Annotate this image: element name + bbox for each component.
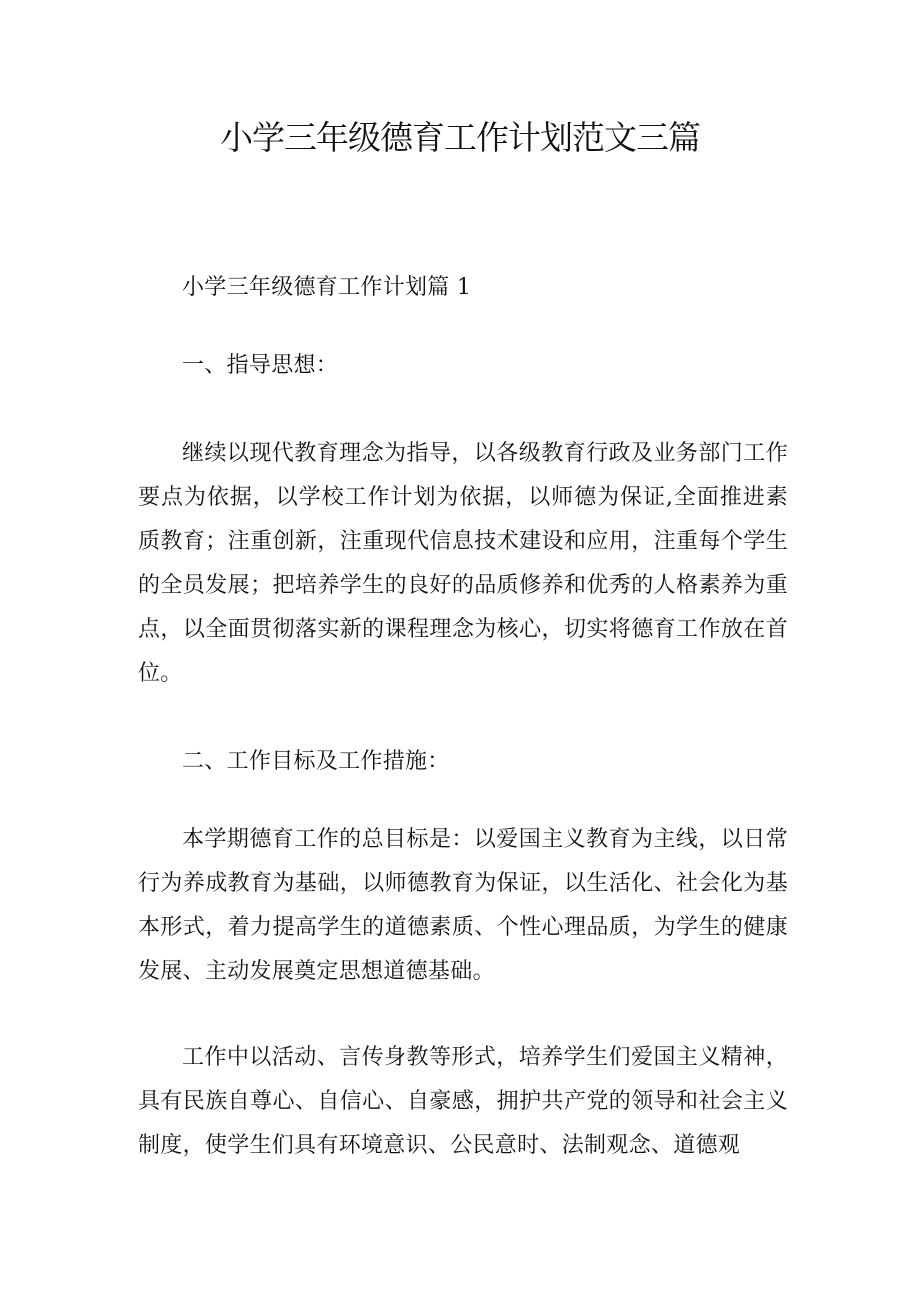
paragraph-overall-goal: 本学期德育工作的总目标是：以爱国主义教育为主线，以日常行为养成教育为基础，以师德教育为保证，以生活化、社会化为基本形式，着力提高学生的道德素质、个性心理品质，为学生的健康发展、主动发展奠定思想道德基础。 [138, 827, 788, 984]
paragraph-activities: 工作中以活动、言传身教等形式，培养学生们爱国主义精神，具有民族自尊心、自信心、自豪感，拥护共产党的领导和社会主义制度，使学生们具有环境意识、公民意时、法制观念、道德观 [138, 1045, 788, 1158]
section-heading: 小学三年级德育工作计划篇 1 [182, 275, 472, 300]
heading-goals-measures: 二、工作目标及工作措施： [182, 749, 450, 774]
paragraph-guiding-ideology: 继续以现代教育理念为指导，以各级教育行政及业务部门工作要点为依据，以学校工作计划为依据，以师德为保证,全面推进素质教育；注重创新，注重现代信息技术建设和应用，注重每个学生的全员发展；把培养学生的良好的品质修养和优秀的人格素养为重点，以全面贯彻落实新的课程理念为核心，切实将德育工作放在首位。 [138, 441, 788, 686]
heading-guiding-ideology: 一、指导思想： [182, 353, 339, 378]
document-body [138, 266, 788, 1256]
document-title: 小学三年级德育工作计划范文三篇 [220, 118, 700, 157]
